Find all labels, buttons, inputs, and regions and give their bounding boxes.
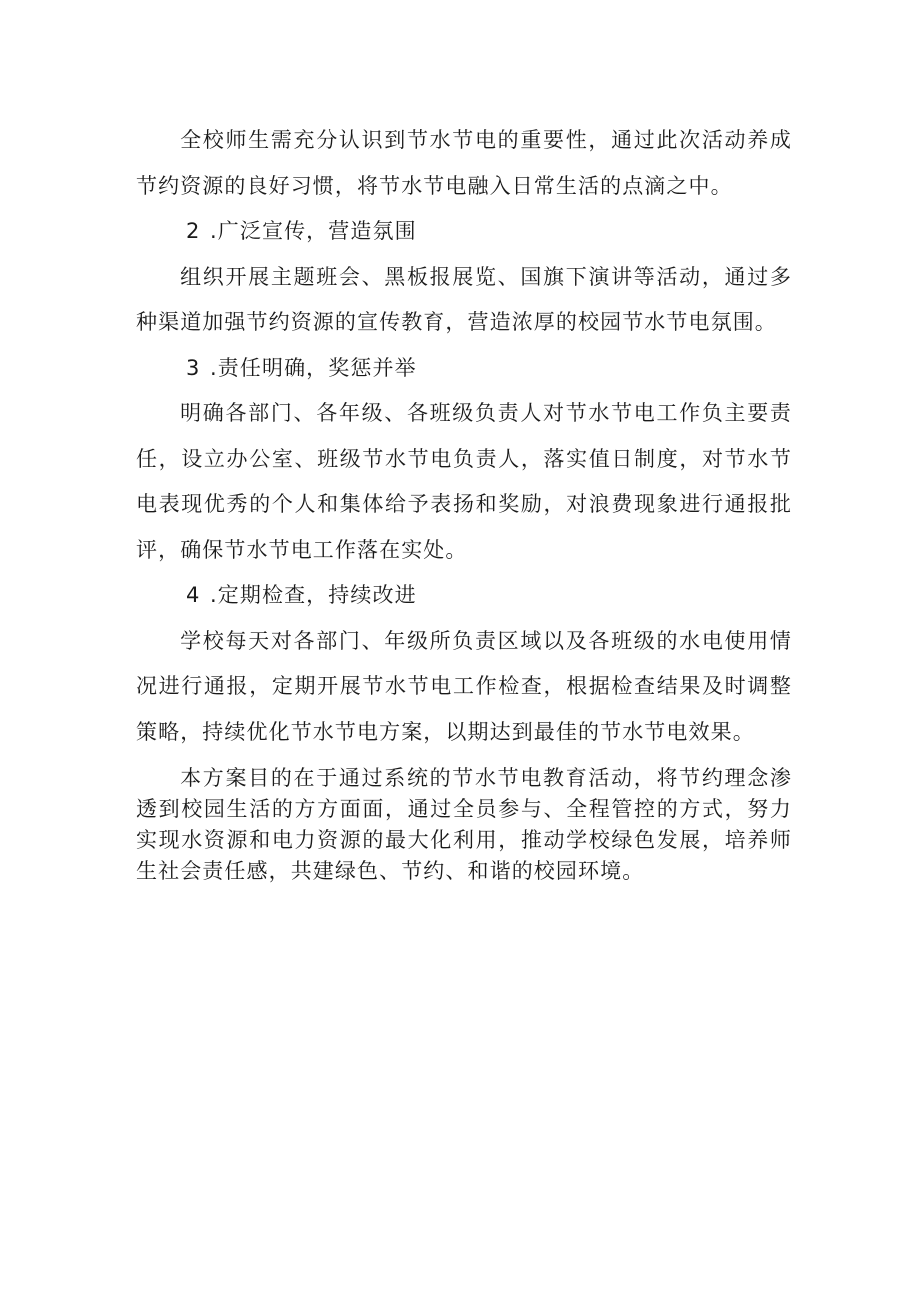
closing-paragraph: 本方案目的在于通过系统的节水节电教育活动，将节约理念渗透到校园生活的方方面面，通过全员参与、全程管控的方式，努力实现水资源和电力资源的最大化利用，推动学校绿色发展，培养师生社会责任感，共建绿色、节约、和谐的校园环境。 [136,766,792,883]
document-body [136,118,792,887]
section-number: 3 [186,355,201,380]
section-title: .定期检查，持续改进 [210,583,417,607]
section-number: 2 [186,219,201,243]
section-body-2: 组织开展主题班会、黑板报展览、国旗下演讲等活动，通过多种渠道加强节约资源的宣传教育，营造浓厚的校园节水节电氛围。 [136,264,792,334]
section-body-3: 明确各部门、各年级、各班级负责人对节水节电工作负主要责任，设立办公室、班级节水节电负责人，落实值日制度，对节水节电表现优秀的个人和集体给予表扬和奖励，对浪费现象进行通报批评，确保节水节电工作落在实处。 [136,401,792,562]
section-heading-4 [136,573,792,619]
section-number: 4 [186,583,201,607]
section-heading-3 [136,346,792,392]
section-title: .广泛宣传，营造氛围 [210,219,417,243]
intro-paragraph: 全校师生需充分认识到节水节电的重要性，通过此次活动养成节约资源的良好习惯，将节水节电融入日常生活的点滴之中。 [136,128,792,198]
section-body-4: 学校每天对各部门、年级所负责区域以及各班级的水电使用情况进行通报，定期开展节水节电工作检查，根据检查结果及时调整策略，持续优化节水节电方案，以期达到最佳的节水节电效果。 [136,628,792,744]
section-title: .责任明确，奖惩并举 [210,355,417,380]
section-heading-2 [136,209,792,255]
